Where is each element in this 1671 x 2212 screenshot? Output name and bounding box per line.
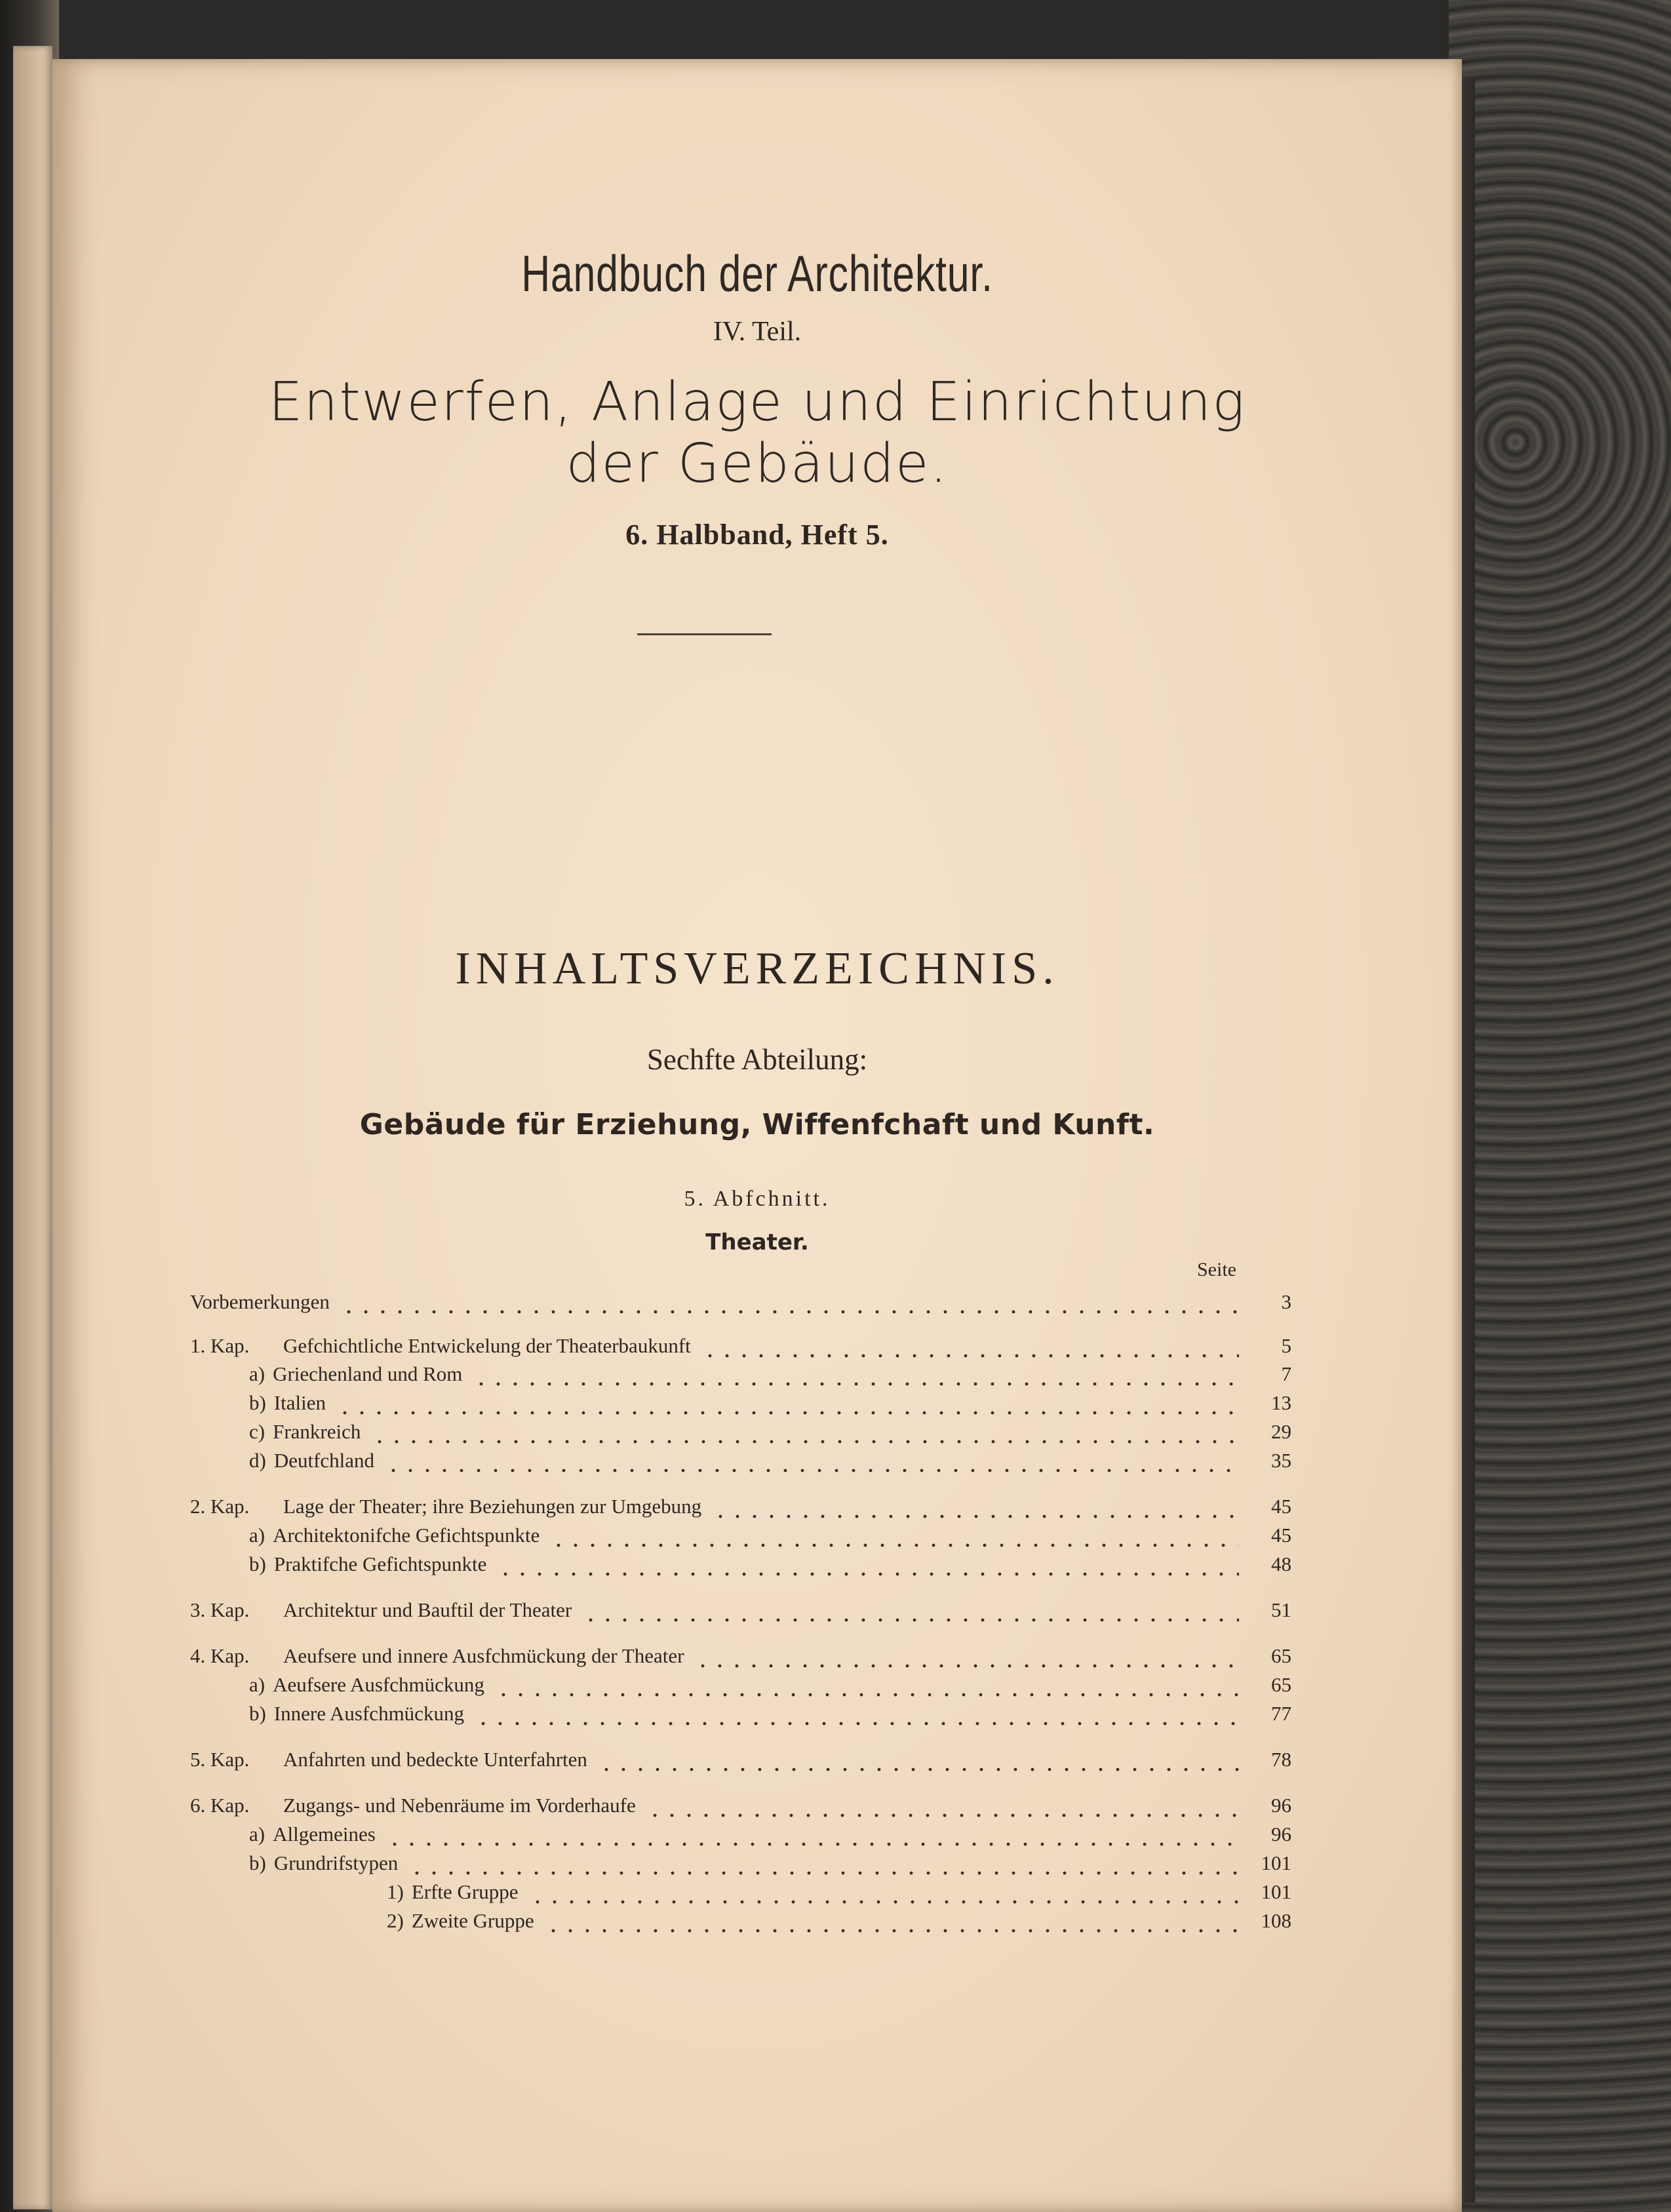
- toc-section: 5. Abfchnitt.: [684, 1187, 831, 1211]
- toc-entry: [190, 1420, 1291, 1449]
- toc-entry: [190, 1851, 1291, 1880]
- toc-entry-marker: b): [249, 1851, 266, 1874]
- toc-entry-marker: b): [249, 1702, 266, 1725]
- toc-leader-dots: [336, 1411, 1239, 1415]
- toc-entry-title: Anfahrten und bedeckte Unterfahrten: [283, 1748, 587, 1771]
- toc-leader-dots: [582, 1618, 1239, 1622]
- toc-division-title: Gebäude für Erziehung, Wiffenfchaft und Kunft.: [359, 1108, 1155, 1141]
- toc-page-number: 45: [1271, 1524, 1291, 1547]
- toc-leader-dots: [340, 1310, 1239, 1314]
- toc-entry-title: Erfte Gruppe: [411, 1880, 519, 1903]
- toc-page-number: 13: [1271, 1391, 1291, 1414]
- toc-entry-lead: [249, 1702, 464, 1726]
- toc-entry-marker: a): [249, 1362, 265, 1385]
- toc-entry-title: Italien: [273, 1391, 326, 1414]
- toc-entry-title: Innere Ausfchmückung: [273, 1702, 464, 1725]
- toc-entry: [190, 1598, 1291, 1627]
- part-label: IV. Teil.: [713, 317, 802, 347]
- toc-leader-dots: [475, 1722, 1239, 1726]
- left-page-edge: [13, 46, 52, 2209]
- toc-page-number: 29: [1271, 1420, 1291, 1443]
- toc-entry-title: Aeufsere Ausfchmückung: [273, 1673, 484, 1696]
- toc-leader-dots: [386, 1842, 1239, 1846]
- toc-entry: [190, 1495, 1291, 1524]
- toc-leader-dots: [495, 1693, 1239, 1697]
- toc-page-number: 96: [1271, 1794, 1291, 1817]
- toc-entry-lead: [249, 1552, 486, 1576]
- toc-entry-lead: [249, 1823, 376, 1846]
- toc-entry-lead: [190, 1334, 691, 1358]
- book-page: [52, 59, 1462, 2212]
- toc-page-number: 101: [1261, 1880, 1291, 1903]
- toc-entry-marker: 1): [387, 1880, 404, 1903]
- toc-chapter-number: 1. Kap.: [190, 1334, 250, 1357]
- toc-page-number: 35: [1271, 1449, 1291, 1472]
- toc-entry-title: Gefchichtliche Entwickelung der Theaterbaukunft: [283, 1334, 691, 1357]
- toc-entry-title: Zweite Gruppe: [411, 1909, 534, 1932]
- toc-page-number: 65: [1271, 1644, 1291, 1667]
- toc-entry-title: Grundrifstypen: [273, 1851, 399, 1874]
- toc-entry-title: Zugangs- und Nebenräume im Vorderhaufe: [283, 1794, 636, 1817]
- book-title: Handbuch der Architektur.: [521, 245, 993, 302]
- toc-entry-marker: 2): [387, 1909, 404, 1932]
- toc-page-number: 3: [1281, 1290, 1291, 1313]
- toc-leader-dots: [694, 1664, 1239, 1668]
- toc-chapter-number: 4. Kap.: [190, 1644, 250, 1667]
- book-cover-right: [1449, 0, 1671, 2212]
- toc-entry-marker: b): [249, 1391, 266, 1414]
- toc-entry: [190, 1702, 1291, 1731]
- toc-entry-title: Allgemeines: [273, 1823, 376, 1846]
- volume-label: 6. Halbband, Heft 5.: [625, 519, 889, 551]
- toc-leader-dots: [529, 1900, 1239, 1904]
- subtitle-line-2: der Gebäude.: [566, 433, 949, 495]
- toc-entry-lead: [249, 1420, 361, 1444]
- toc-leader-dots: [497, 1572, 1239, 1576]
- toc-page-number: 78: [1271, 1748, 1291, 1771]
- toc-entry-title: Praktifche Gefichtspunkte: [273, 1552, 487, 1575]
- toc-chapter-number: 6. Kap.: [190, 1794, 250, 1817]
- toc-entry-title: Lage der Theater; ihre Beziehungen zur Umgebung: [283, 1495, 702, 1518]
- toc-page-number: 5: [1281, 1334, 1291, 1357]
- toc-page-column-label: Seite: [1197, 1259, 1236, 1280]
- toc-entry-lead: [249, 1449, 374, 1472]
- toc-entry-marker: b): [249, 1552, 266, 1575]
- toc-leader-dots: [473, 1382, 1239, 1386]
- toc-entry-title: Architektonifche Gefichtspunkte: [273, 1524, 540, 1547]
- toc-entry-title: Frankreich: [273, 1420, 361, 1443]
- title-rule: [637, 633, 772, 635]
- toc-entry-lead: [249, 1524, 540, 1547]
- toc-chapter-number: 2. Kap.: [190, 1495, 250, 1518]
- toc-entry: [190, 1391, 1291, 1420]
- toc-entry-lead: [249, 1673, 484, 1697]
- toc-entry-marker: d): [249, 1449, 266, 1472]
- toc-page-number: 96: [1271, 1823, 1291, 1846]
- toc-heading: INHALTSVERZEICHNIS.: [455, 943, 1059, 994]
- toc-entry-title: Griechenland und Rom: [273, 1362, 463, 1385]
- toc-entry-marker: a): [249, 1524, 265, 1547]
- toc-leader-dots: [408, 1871, 1239, 1875]
- toc-chapter-number: 3. Kap.: [190, 1598, 250, 1621]
- toc-entry-title: Architektur und Bauftil der Theater: [283, 1598, 572, 1621]
- toc-page-number: 7: [1281, 1362, 1291, 1385]
- toc-entry-lead: [190, 1794, 636, 1817]
- toc-entry-marker: c): [249, 1420, 265, 1443]
- toc-page-number: 101: [1261, 1851, 1291, 1874]
- toc-entry: [190, 1362, 1291, 1391]
- toc-entry: [190, 1880, 1291, 1909]
- toc-entry-lead: [387, 1909, 534, 1933]
- toc-entry: [190, 1748, 1291, 1777]
- toc-page-number: 51: [1271, 1598, 1291, 1621]
- toc-entry-lead: [249, 1851, 398, 1875]
- toc-entry: [190, 1290, 1291, 1319]
- toc-entry-title: Aeufsere und innere Ausfchmückung der Theater: [283, 1644, 684, 1667]
- toc-leader-dots: [385, 1469, 1239, 1472]
- toc-entry: [190, 1524, 1291, 1552]
- toc-entry: [190, 1909, 1291, 1938]
- toc-entry: [190, 1673, 1291, 1702]
- toc-leader-dots: [371, 1440, 1239, 1444]
- toc-entry: [190, 1644, 1291, 1673]
- toc-leader-dots: [545, 1929, 1239, 1933]
- toc-page-number: 77: [1271, 1702, 1291, 1725]
- toc-entry-lead: [190, 1644, 684, 1668]
- toc-entry-lead: [190, 1495, 701, 1518]
- toc-entry: [190, 1794, 1291, 1823]
- toc-entry-lead: [190, 1598, 572, 1622]
- toc-entry-lead: [249, 1391, 326, 1415]
- toc-page-number: 48: [1271, 1552, 1291, 1575]
- toc-page-number: 108: [1261, 1909, 1291, 1932]
- toc-entry-marker: a): [249, 1823, 265, 1846]
- toc-entry: [190, 1552, 1291, 1581]
- toc-entry-marker: a): [249, 1673, 265, 1696]
- toc-section-title: Theater.: [705, 1229, 809, 1255]
- toc-page-number: 45: [1271, 1495, 1291, 1518]
- toc-leader-dots: [646, 1813, 1239, 1817]
- toc-entry-lead: [387, 1880, 519, 1904]
- toc-division: Sechfte Abteilung:: [646, 1043, 868, 1076]
- toc-entry: [190, 1449, 1291, 1478]
- toc-page-number: 65: [1271, 1673, 1291, 1696]
- toc-entry-lead: [190, 1290, 330, 1314]
- toc-leader-dots: [598, 1768, 1239, 1771]
- toc-chapter-number: 5. Kap.: [190, 1748, 250, 1771]
- toc-entry-lead: [249, 1362, 462, 1386]
- toc-leader-dots: [712, 1514, 1239, 1518]
- toc-entry-lead: [190, 1748, 587, 1771]
- toc-entry-title: Vorbemerkungen: [190, 1290, 330, 1313]
- toc-leader-dots: [701, 1354, 1239, 1358]
- toc-entry: [190, 1823, 1291, 1851]
- toc-entry-title: Deutfchland: [273, 1449, 375, 1472]
- toc-entry: [190, 1334, 1291, 1363]
- subtitle-line-1: Entwerfen, Anlage und Einrichtung: [268, 371, 1246, 433]
- toc-leader-dots: [550, 1543, 1239, 1547]
